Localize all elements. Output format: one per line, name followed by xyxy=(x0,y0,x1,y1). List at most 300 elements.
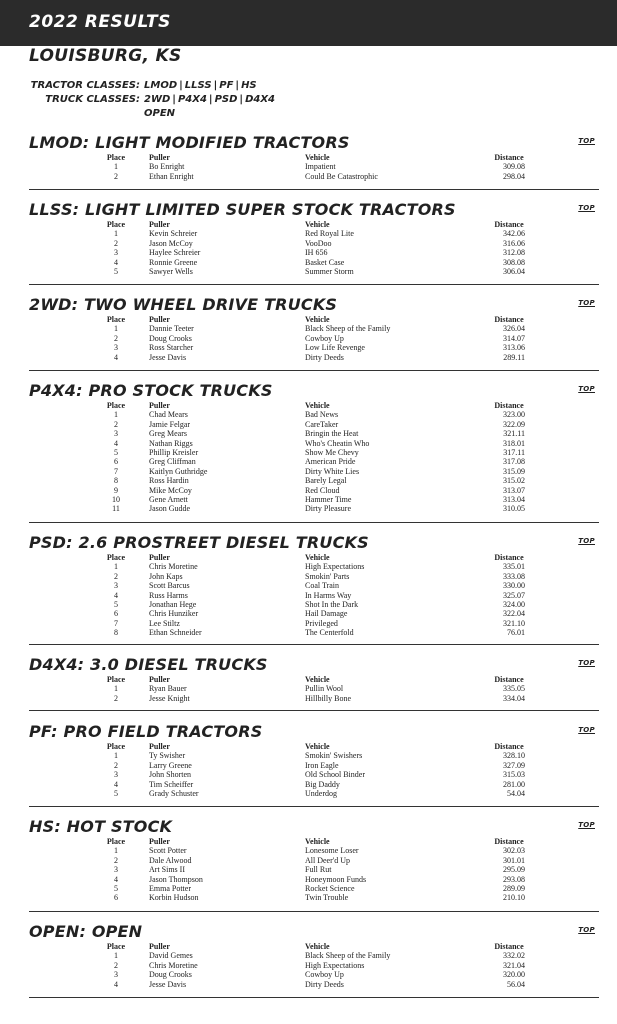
results-table xyxy=(29,315,599,362)
place-cell: 5 xyxy=(114,447,118,457)
table-header-row xyxy=(29,220,599,229)
table-row xyxy=(29,324,599,333)
class-link-2wd[interactable]: 2WD xyxy=(144,94,171,105)
distance-cell: 335.05 xyxy=(503,684,525,694)
tractor-class-links xyxy=(144,79,257,93)
table-header-row xyxy=(29,837,599,846)
back-to-top-link[interactable]: TOP xyxy=(578,659,595,667)
place-cell: 3 xyxy=(114,248,118,258)
class-link-open[interactable]: OPEN xyxy=(144,108,176,119)
distance-cell: 323.00 xyxy=(503,410,525,420)
column-header-place: Place xyxy=(106,837,126,846)
distance-cell: 295.09 xyxy=(503,865,525,875)
puller-cell: Nathan Riggs xyxy=(149,438,193,448)
column-header-distance: Distance xyxy=(494,153,524,162)
vehicle-cell: Dirty Pleasure xyxy=(305,504,351,514)
results-table xyxy=(29,553,599,638)
vehicle-cell: Impatient xyxy=(305,162,336,172)
column-header-puller: Puller xyxy=(149,315,170,324)
section-divider xyxy=(29,284,599,285)
puller-cell: Korbin Hudson xyxy=(149,893,199,903)
vehicle-cell: VooDoo xyxy=(305,238,332,248)
distance-cell: 289.09 xyxy=(503,883,525,893)
place-cell: 11 xyxy=(112,504,120,514)
vehicle-cell: Privileged xyxy=(305,618,338,628)
distance-cell: 332.02 xyxy=(503,951,525,961)
place-cell: 2 xyxy=(114,760,118,770)
vehicle-cell: American Pride xyxy=(305,457,356,467)
table-row xyxy=(29,951,599,960)
place-cell: 5 xyxy=(114,266,118,276)
distance-cell: 315.02 xyxy=(503,476,525,486)
class-link-lmod[interactable]: LMOD xyxy=(144,80,178,91)
table-row xyxy=(29,780,599,789)
puller-cell: Tim Scheiffer xyxy=(149,779,194,789)
section-title: D4X4: 3.0 DIESEL TRUCKS xyxy=(29,655,268,674)
distance-cell: 314.07 xyxy=(503,333,525,343)
distance-cell: 321.10 xyxy=(503,618,525,628)
vehicle-cell: Who's Cheatin Who xyxy=(305,438,370,448)
results-table xyxy=(29,401,599,514)
puller-cell: Russ Harms xyxy=(149,590,188,600)
puller-cell: Greg Mears xyxy=(149,429,187,439)
column-header-vehicle: Vehicle xyxy=(305,675,330,684)
place-cell: 6 xyxy=(114,609,118,619)
column-header-vehicle: Vehicle xyxy=(305,153,330,162)
column-header-vehicle: Vehicle xyxy=(305,942,330,951)
puller-cell: Bo Enright xyxy=(149,162,185,172)
table-row xyxy=(29,694,599,703)
vehicle-cell: Old School Binder xyxy=(305,770,365,780)
vehicle-cell: Black Sheep of the Family xyxy=(305,324,391,334)
puller-cell: Jason Thompson xyxy=(149,874,203,884)
place-cell: 3 xyxy=(114,970,118,980)
puller-cell: Ross Hardin xyxy=(149,476,189,486)
table-row xyxy=(29,410,599,419)
distance-cell: 54.04 xyxy=(507,788,525,798)
table-row xyxy=(29,572,599,581)
distance-cell: 313.06 xyxy=(503,343,525,353)
results-table xyxy=(29,675,599,703)
table-row xyxy=(29,162,599,171)
table-row xyxy=(29,770,599,779)
section-title: P4X4: PRO STOCK TRUCKS xyxy=(29,381,273,400)
table-row xyxy=(29,581,599,590)
place-cell: 2 xyxy=(114,333,118,343)
column-header-puller: Puller xyxy=(149,942,170,951)
truck-classes-label: TRUCK CLASSES: xyxy=(45,94,140,105)
results-table xyxy=(29,153,599,181)
vehicle-cell: Lonesome Loser xyxy=(305,846,359,856)
place-cell: 1 xyxy=(114,951,118,961)
table-row xyxy=(29,628,599,637)
class-link-p4x4[interactable]: P4X4 xyxy=(177,94,207,105)
table-header-row xyxy=(29,675,599,684)
back-to-top-link[interactable]: TOP xyxy=(578,385,595,393)
results-section xyxy=(29,533,599,638)
place-cell: 4 xyxy=(114,352,118,362)
results-section xyxy=(29,295,599,362)
vehicle-cell: Hillbilly Bone xyxy=(305,693,351,703)
results-section xyxy=(29,133,599,181)
column-header-puller: Puller xyxy=(149,401,170,410)
section-divider xyxy=(29,911,599,912)
vehicle-cell: IH 656 xyxy=(305,248,328,258)
puller-cell: Jesse Davis xyxy=(149,979,187,989)
back-to-top-link[interactable]: TOP xyxy=(578,926,595,934)
distance-cell: 289.11 xyxy=(503,352,525,362)
place-cell: 4 xyxy=(114,874,118,884)
section-title: LLSS: LIGHT LIMITED SUPER STOCK TRACTORS xyxy=(29,200,456,219)
vehicle-cell: Hail Damage xyxy=(305,609,348,619)
vehicle-cell: Twin Trouble xyxy=(305,893,349,903)
results-table xyxy=(29,942,599,989)
section-divider xyxy=(29,806,599,807)
vehicle-cell: In Harms Way xyxy=(305,590,352,600)
column-header-vehicle: Vehicle xyxy=(305,315,330,324)
vehicle-cell: Bad News xyxy=(305,410,339,420)
class-link-llss[interactable]: LLSS xyxy=(184,80,212,91)
puller-cell: Gene Arnett xyxy=(149,494,188,504)
table-row xyxy=(29,875,599,884)
section-title: HS: HOT STOCK xyxy=(29,817,173,836)
place-cell: 4 xyxy=(114,779,118,789)
puller-cell: Chad Mears xyxy=(149,410,188,420)
distance-cell: 313.04 xyxy=(503,494,525,504)
puller-cell: Doug Crooks xyxy=(149,970,192,980)
distance-cell: 342.06 xyxy=(503,229,525,239)
column-header-puller: Puller xyxy=(149,837,170,846)
distance-cell: 322.09 xyxy=(503,419,525,429)
place-cell: 1 xyxy=(114,410,118,420)
puller-cell: Haylee Schreier xyxy=(149,248,201,258)
place-cell: 2 xyxy=(114,171,118,181)
table-row xyxy=(29,751,599,760)
place-cell: 8 xyxy=(114,476,118,486)
link-separator: | xyxy=(213,80,218,91)
table-row xyxy=(29,486,599,495)
puller-cell: Ryan Bauer xyxy=(149,684,187,694)
table-row xyxy=(29,856,599,865)
table-row xyxy=(29,591,599,600)
link-separator: | xyxy=(208,94,213,105)
vehicle-cell: Honeymoon Funds xyxy=(305,874,367,884)
page-title: 2022 RESULTS xyxy=(29,12,171,32)
puller-cell: Dale Alwood xyxy=(149,855,192,865)
table-row xyxy=(29,893,599,902)
place-cell: 1 xyxy=(114,162,118,172)
distance-cell: 327.09 xyxy=(503,760,525,770)
place-cell: 9 xyxy=(114,485,118,495)
place-cell: 3 xyxy=(114,429,118,439)
column-header-place: Place xyxy=(106,675,126,684)
distance-cell: 312.08 xyxy=(503,248,525,258)
distance-cell: 320.00 xyxy=(503,970,525,980)
column-header-place: Place xyxy=(106,942,126,951)
vehicle-cell: Could Be Catastrophic xyxy=(305,171,378,181)
distance-cell: 322.04 xyxy=(503,609,525,619)
puller-cell: Mike McCoy xyxy=(149,485,192,495)
vehicle-cell: Red Royal Lite xyxy=(305,229,354,239)
place-cell: 7 xyxy=(114,618,118,628)
table-row xyxy=(29,448,599,457)
back-to-top-link[interactable]: TOP xyxy=(578,137,595,145)
puller-cell: Ethan Enright xyxy=(149,171,194,181)
distance-cell: 321.04 xyxy=(503,960,525,970)
place-cell: 8 xyxy=(114,628,118,638)
vehicle-cell: Underdog xyxy=(305,788,337,798)
vehicle-cell: Show Me Chevy xyxy=(305,447,359,457)
column-header-puller: Puller xyxy=(149,742,170,751)
vehicle-cell: The Centerfold xyxy=(305,628,354,638)
puller-cell: Kevin Schreier xyxy=(149,229,198,239)
puller-cell: Chris Moretine xyxy=(149,562,198,572)
place-cell: 3 xyxy=(114,581,118,591)
distance-cell: 293.08 xyxy=(503,874,525,884)
puller-cell: Scott Potter xyxy=(149,846,187,856)
puller-cell: Grady Schuster xyxy=(149,788,199,798)
place-cell: 3 xyxy=(114,770,118,780)
place-cell: 2 xyxy=(114,419,118,429)
distance-cell: 317.11 xyxy=(503,447,525,457)
distance-cell: 326.04 xyxy=(503,324,525,334)
distance-cell: 281.00 xyxy=(503,779,525,789)
distance-cell: 330.00 xyxy=(503,581,525,591)
vehicle-cell: Smokin' Swishers xyxy=(305,751,363,761)
puller-cell: John Kaps xyxy=(149,571,183,581)
back-to-top-link[interactable]: TOP xyxy=(578,726,595,734)
table-row xyxy=(29,429,599,438)
place-cell: 3 xyxy=(114,343,118,353)
place-cell: 2 xyxy=(114,855,118,865)
column-header-distance: Distance xyxy=(494,837,524,846)
table-row xyxy=(29,239,599,248)
table-row xyxy=(29,457,599,466)
place-cell: 1 xyxy=(114,684,118,694)
link-separator: | xyxy=(179,80,183,91)
table-row xyxy=(29,229,599,238)
results-section xyxy=(29,817,599,903)
distance-cell: 76.01 xyxy=(507,628,525,638)
back-to-top-link[interactable]: TOP xyxy=(578,299,595,307)
place-cell: 3 xyxy=(114,865,118,875)
place-cell: 5 xyxy=(114,883,118,893)
table-row xyxy=(29,846,599,855)
column-header-vehicle: Vehicle xyxy=(305,742,330,751)
table-row xyxy=(29,258,599,267)
section-divider xyxy=(29,997,599,998)
class-link-d4x4[interactable]: D4X4 xyxy=(245,94,276,105)
table-row xyxy=(29,980,599,989)
puller-cell: Art Sims II xyxy=(149,865,185,875)
puller-cell: Greg Cliffman xyxy=(149,457,196,467)
table-row xyxy=(29,343,599,352)
place-cell: 7 xyxy=(114,466,118,476)
puller-cell: Kaitlyn Guthridge xyxy=(149,466,208,476)
place-cell: 4 xyxy=(114,438,118,448)
place-cell: 2 xyxy=(114,571,118,581)
puller-cell: Lee Stiltz xyxy=(149,618,180,628)
distance-cell: 318.01 xyxy=(503,438,525,448)
distance-cell: 306.04 xyxy=(503,266,525,276)
puller-cell: Larry Greene xyxy=(149,760,192,770)
column-header-place: Place xyxy=(106,220,126,229)
vehicle-cell: All Deer'd Up xyxy=(305,855,350,865)
distance-cell: 328.10 xyxy=(503,751,525,761)
vehicle-cell: Shot In the Dark xyxy=(305,599,359,609)
table-header-row xyxy=(29,153,599,162)
column-header-puller: Puller xyxy=(149,675,170,684)
column-header-place: Place xyxy=(106,401,126,410)
vehicle-cell: Big Daddy xyxy=(305,779,340,789)
puller-cell: Phillip Kreisler xyxy=(149,447,199,457)
table-row xyxy=(29,420,599,429)
place-cell: 4 xyxy=(114,979,118,989)
place-cell: 5 xyxy=(114,788,118,798)
vehicle-cell: Dirty Deeds xyxy=(305,979,344,989)
class-link-hs[interactable]: HS xyxy=(241,80,257,91)
back-to-top-link[interactable]: TOP xyxy=(578,204,595,212)
truck-classes-row-2 xyxy=(29,107,275,121)
distance-cell: 313.07 xyxy=(503,485,525,495)
vehicle-cell: Black Sheep of the Family xyxy=(305,951,391,961)
puller-cell: Ross Starcher xyxy=(149,343,194,353)
section-title: PSD: 2.6 PROSTREET DIESEL TRUCKS xyxy=(29,533,369,552)
distance-cell: 310.05 xyxy=(503,504,525,514)
table-row xyxy=(29,334,599,343)
column-header-distance: Distance xyxy=(494,942,524,951)
section-divider xyxy=(29,522,599,523)
vehicle-cell: High Expectations xyxy=(305,562,365,572)
section-divider xyxy=(29,189,599,190)
back-to-top-link[interactable]: TOP xyxy=(578,537,595,545)
vehicle-cell: CareTaker xyxy=(305,419,339,429)
page-header-bar xyxy=(0,0,617,46)
place-cell: 10 xyxy=(112,494,120,504)
table-row xyxy=(29,789,599,798)
place-cell: 2 xyxy=(114,238,118,248)
column-header-place: Place xyxy=(106,153,126,162)
distance-cell: 335.01 xyxy=(503,562,525,572)
table-row xyxy=(29,884,599,893)
table-row xyxy=(29,353,599,362)
puller-cell: Ronnie Greene xyxy=(149,257,198,267)
puller-cell: Chris Moretine xyxy=(149,960,198,970)
vehicle-cell: Iron Eagle xyxy=(305,760,339,770)
place-cell: 2 xyxy=(114,960,118,970)
results-section xyxy=(29,200,599,276)
column-header-distance: Distance xyxy=(494,742,524,751)
column-header-puller: Puller xyxy=(149,553,170,562)
puller-cell: Jesse Davis xyxy=(149,352,187,362)
place-cell: 2 xyxy=(114,693,118,703)
column-header-place: Place xyxy=(106,315,126,324)
section-divider xyxy=(29,644,599,645)
column-header-distance: Distance xyxy=(494,220,524,229)
vehicle-cell: Coal Train xyxy=(305,581,340,591)
link-separator: | xyxy=(172,94,176,105)
table-row xyxy=(29,600,599,609)
place-cell: 5 xyxy=(114,599,118,609)
vehicle-cell: Pullin Wool xyxy=(305,684,344,694)
table-row xyxy=(29,467,599,476)
class-link-psd[interactable]: PSD xyxy=(214,94,238,105)
vehicle-cell: Dirty White Lies xyxy=(305,466,360,476)
tractor-classes-label: TRACTOR CLASSES: xyxy=(30,80,140,91)
vehicle-cell: Dirty Deeds xyxy=(305,352,344,362)
vehicle-cell: Rocket Science xyxy=(305,883,355,893)
puller-cell: Ty Swisher xyxy=(149,751,186,761)
vehicle-cell: Cowboy Up xyxy=(305,333,344,343)
results-section xyxy=(29,922,599,989)
table-row xyxy=(29,961,599,970)
table-row xyxy=(29,248,599,257)
distance-cell: 333.08 xyxy=(503,571,525,581)
column-header-vehicle: Vehicle xyxy=(305,401,330,410)
table-row xyxy=(29,495,599,504)
distance-cell: 302.03 xyxy=(503,846,525,856)
puller-cell: Doug Crooks xyxy=(149,333,192,343)
back-to-top-link[interactable]: TOP xyxy=(578,821,595,829)
column-header-distance: Distance xyxy=(494,675,524,684)
table-row xyxy=(29,865,599,874)
place-cell: 4 xyxy=(114,590,118,600)
puller-cell: Scott Barcus xyxy=(149,581,190,591)
location-heading: LOUISBURG, KS xyxy=(29,46,182,66)
distance-cell: 316.06 xyxy=(503,238,525,248)
puller-cell: Jesse Knight xyxy=(149,693,190,703)
place-cell: 1 xyxy=(114,846,118,856)
place-cell: 6 xyxy=(114,893,118,903)
distance-cell: 309.08 xyxy=(503,162,525,172)
column-header-vehicle: Vehicle xyxy=(305,553,330,562)
section-divider xyxy=(29,710,599,711)
results-section xyxy=(29,381,599,514)
table-header-row xyxy=(29,942,599,951)
puller-cell: Jonathan Hege xyxy=(149,599,197,609)
distance-cell: 301.01 xyxy=(503,855,525,865)
distance-cell: 334.04 xyxy=(503,693,525,703)
table-row xyxy=(29,970,599,979)
vehicle-cell: Full Rut xyxy=(305,865,332,875)
place-cell: 1 xyxy=(114,751,118,761)
section-divider xyxy=(29,370,599,371)
results-table xyxy=(29,220,599,276)
distance-cell: 315.03 xyxy=(503,770,525,780)
column-header-vehicle: Vehicle xyxy=(305,837,330,846)
vehicle-cell: Summer Storm xyxy=(305,266,354,276)
distance-cell: 56.04 xyxy=(507,979,525,989)
vehicle-cell: Barely Legal xyxy=(305,476,347,486)
puller-cell: Sawyer Wells xyxy=(149,266,193,276)
column-header-distance: Distance xyxy=(494,315,524,324)
puller-cell: Chris Hunziker xyxy=(149,609,199,619)
table-header-row xyxy=(29,401,599,410)
table-row xyxy=(29,761,599,770)
table-row xyxy=(29,172,599,181)
table-header-row xyxy=(29,315,599,324)
place-cell: 1 xyxy=(114,229,118,239)
distance-cell: 210.10 xyxy=(503,893,525,903)
puller-cell: David Gemes xyxy=(149,951,193,961)
class-link-pf[interactable]: PF xyxy=(219,80,234,91)
distance-cell: 324.00 xyxy=(503,599,525,609)
distance-cell: 325.07 xyxy=(503,590,525,600)
column-header-puller: Puller xyxy=(149,153,170,162)
place-cell: 6 xyxy=(114,457,118,467)
section-title: OPEN: OPEN xyxy=(29,922,143,941)
section-title: LMOD: LIGHT MODIFIED TRACTORS xyxy=(29,133,350,152)
